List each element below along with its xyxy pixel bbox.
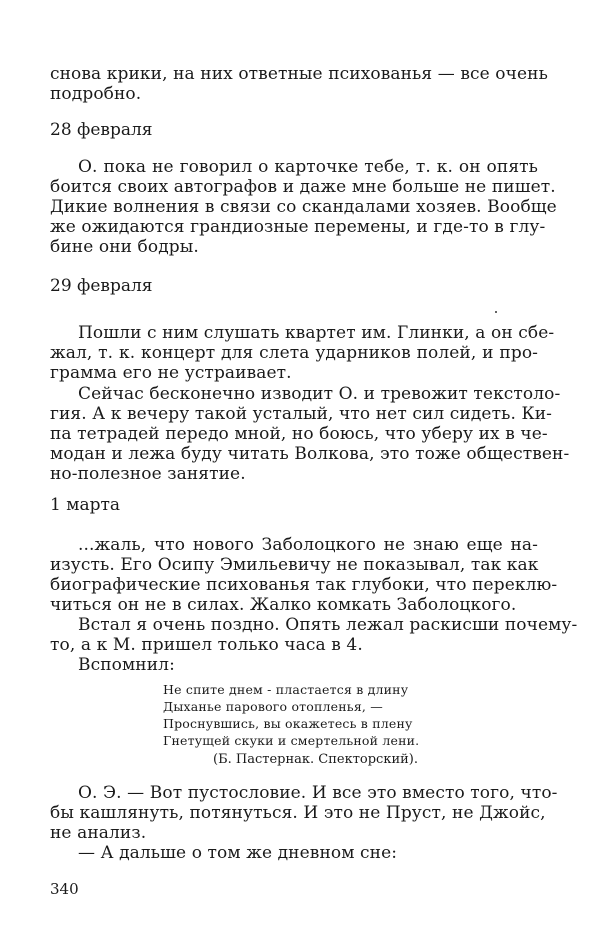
- poem-attribution: (Б. Пастернак. Спекторский).: [213, 752, 418, 767]
- entry-date: 1 марта: [50, 495, 121, 515]
- paragraph-line: Сейчас бесконечно изводит О. и тревожит текстоло-: [78, 384, 561, 404]
- poem-line: Гнетущей скуки и смертельной лени.: [163, 733, 420, 748]
- paragraph-line: гия. А к вечеру такой усталый, что нет сил сидеть. Ки-: [50, 404, 552, 424]
- paragraph-line: но-полезное занятие.: [50, 464, 246, 484]
- paragraph-line: Пошли с ним слушать квартет им. Глинки, а он сбе-: [78, 323, 555, 343]
- paragraph-line: биографические психованья так глубоки, что переклю-: [50, 575, 558, 595]
- paragraph-line: боится своих автографов и даже мне больше не пишет.: [50, 177, 556, 197]
- paragraph-line: Вспомнил:: [78, 655, 175, 675]
- poem-line: Проснувшись, вы окажетесь в плену: [163, 716, 413, 731]
- print-speck: [495, 311, 497, 313]
- paragraph-line: ...жаль, что нового Заболоцкого не знаю еще на-: [78, 535, 538, 555]
- paragraph-line: не анализ.: [50, 823, 147, 843]
- page-number: 340: [50, 880, 79, 898]
- paragraph-line: изусть. Его Осипу Эмильевичу не показывал, так как: [50, 555, 539, 575]
- entry-date: 28 февраля: [50, 120, 153, 140]
- paragraph-line: О. пока не говорил о карточке тебе, т. к. он опять: [78, 157, 538, 177]
- entry-date: 29 февраля: [50, 276, 153, 296]
- paragraph-line: же ожидаются грандиозные перемены, и где-то в глу-: [50, 217, 546, 237]
- paragraph-line: О. Э. — Вот пустословие. И все это вместо того, что-: [78, 783, 558, 803]
- poem-line: Не спите днем - пластается в длину: [163, 682, 409, 697]
- paragraph-line: читься он не в силах. Жалко комкать Заболоцкого.: [50, 595, 517, 615]
- paragraph-line: то, а к М. пришел только часа в 4.: [50, 635, 363, 655]
- paragraph-line: бы кашлянуть, потянуться. И это не Пруст, не Джойс,: [50, 803, 546, 823]
- intro-line: подробно.: [50, 84, 142, 104]
- paragraph-line: Дикие волнения в связи со скандалами хозяев. Вообще: [50, 197, 557, 217]
- poem-line: Дыханье парового отопленья, —: [163, 699, 383, 714]
- paragraph-line: Встал я очень поздно. Опять лежал раскисши почему-: [78, 615, 578, 635]
- paragraph-line: грамма его не устраивает.: [50, 363, 292, 383]
- paragraph-line: бине они бодры.: [50, 237, 199, 257]
- paragraph-line: жал, т. к. концерт для слета ударников полей, и про-: [50, 343, 538, 363]
- paragraph-line: модан и лежа буду читать Волкова, это тоже обществен-: [50, 444, 570, 464]
- paragraph-line: па тетрадей передо мной, но боюсь, что уберу их в че-: [50, 424, 548, 444]
- intro-line: снова крики, на них ответные психованья — все очень: [50, 64, 548, 84]
- paragraph-line: — А дальше о том же дневном сне:: [78, 843, 398, 863]
